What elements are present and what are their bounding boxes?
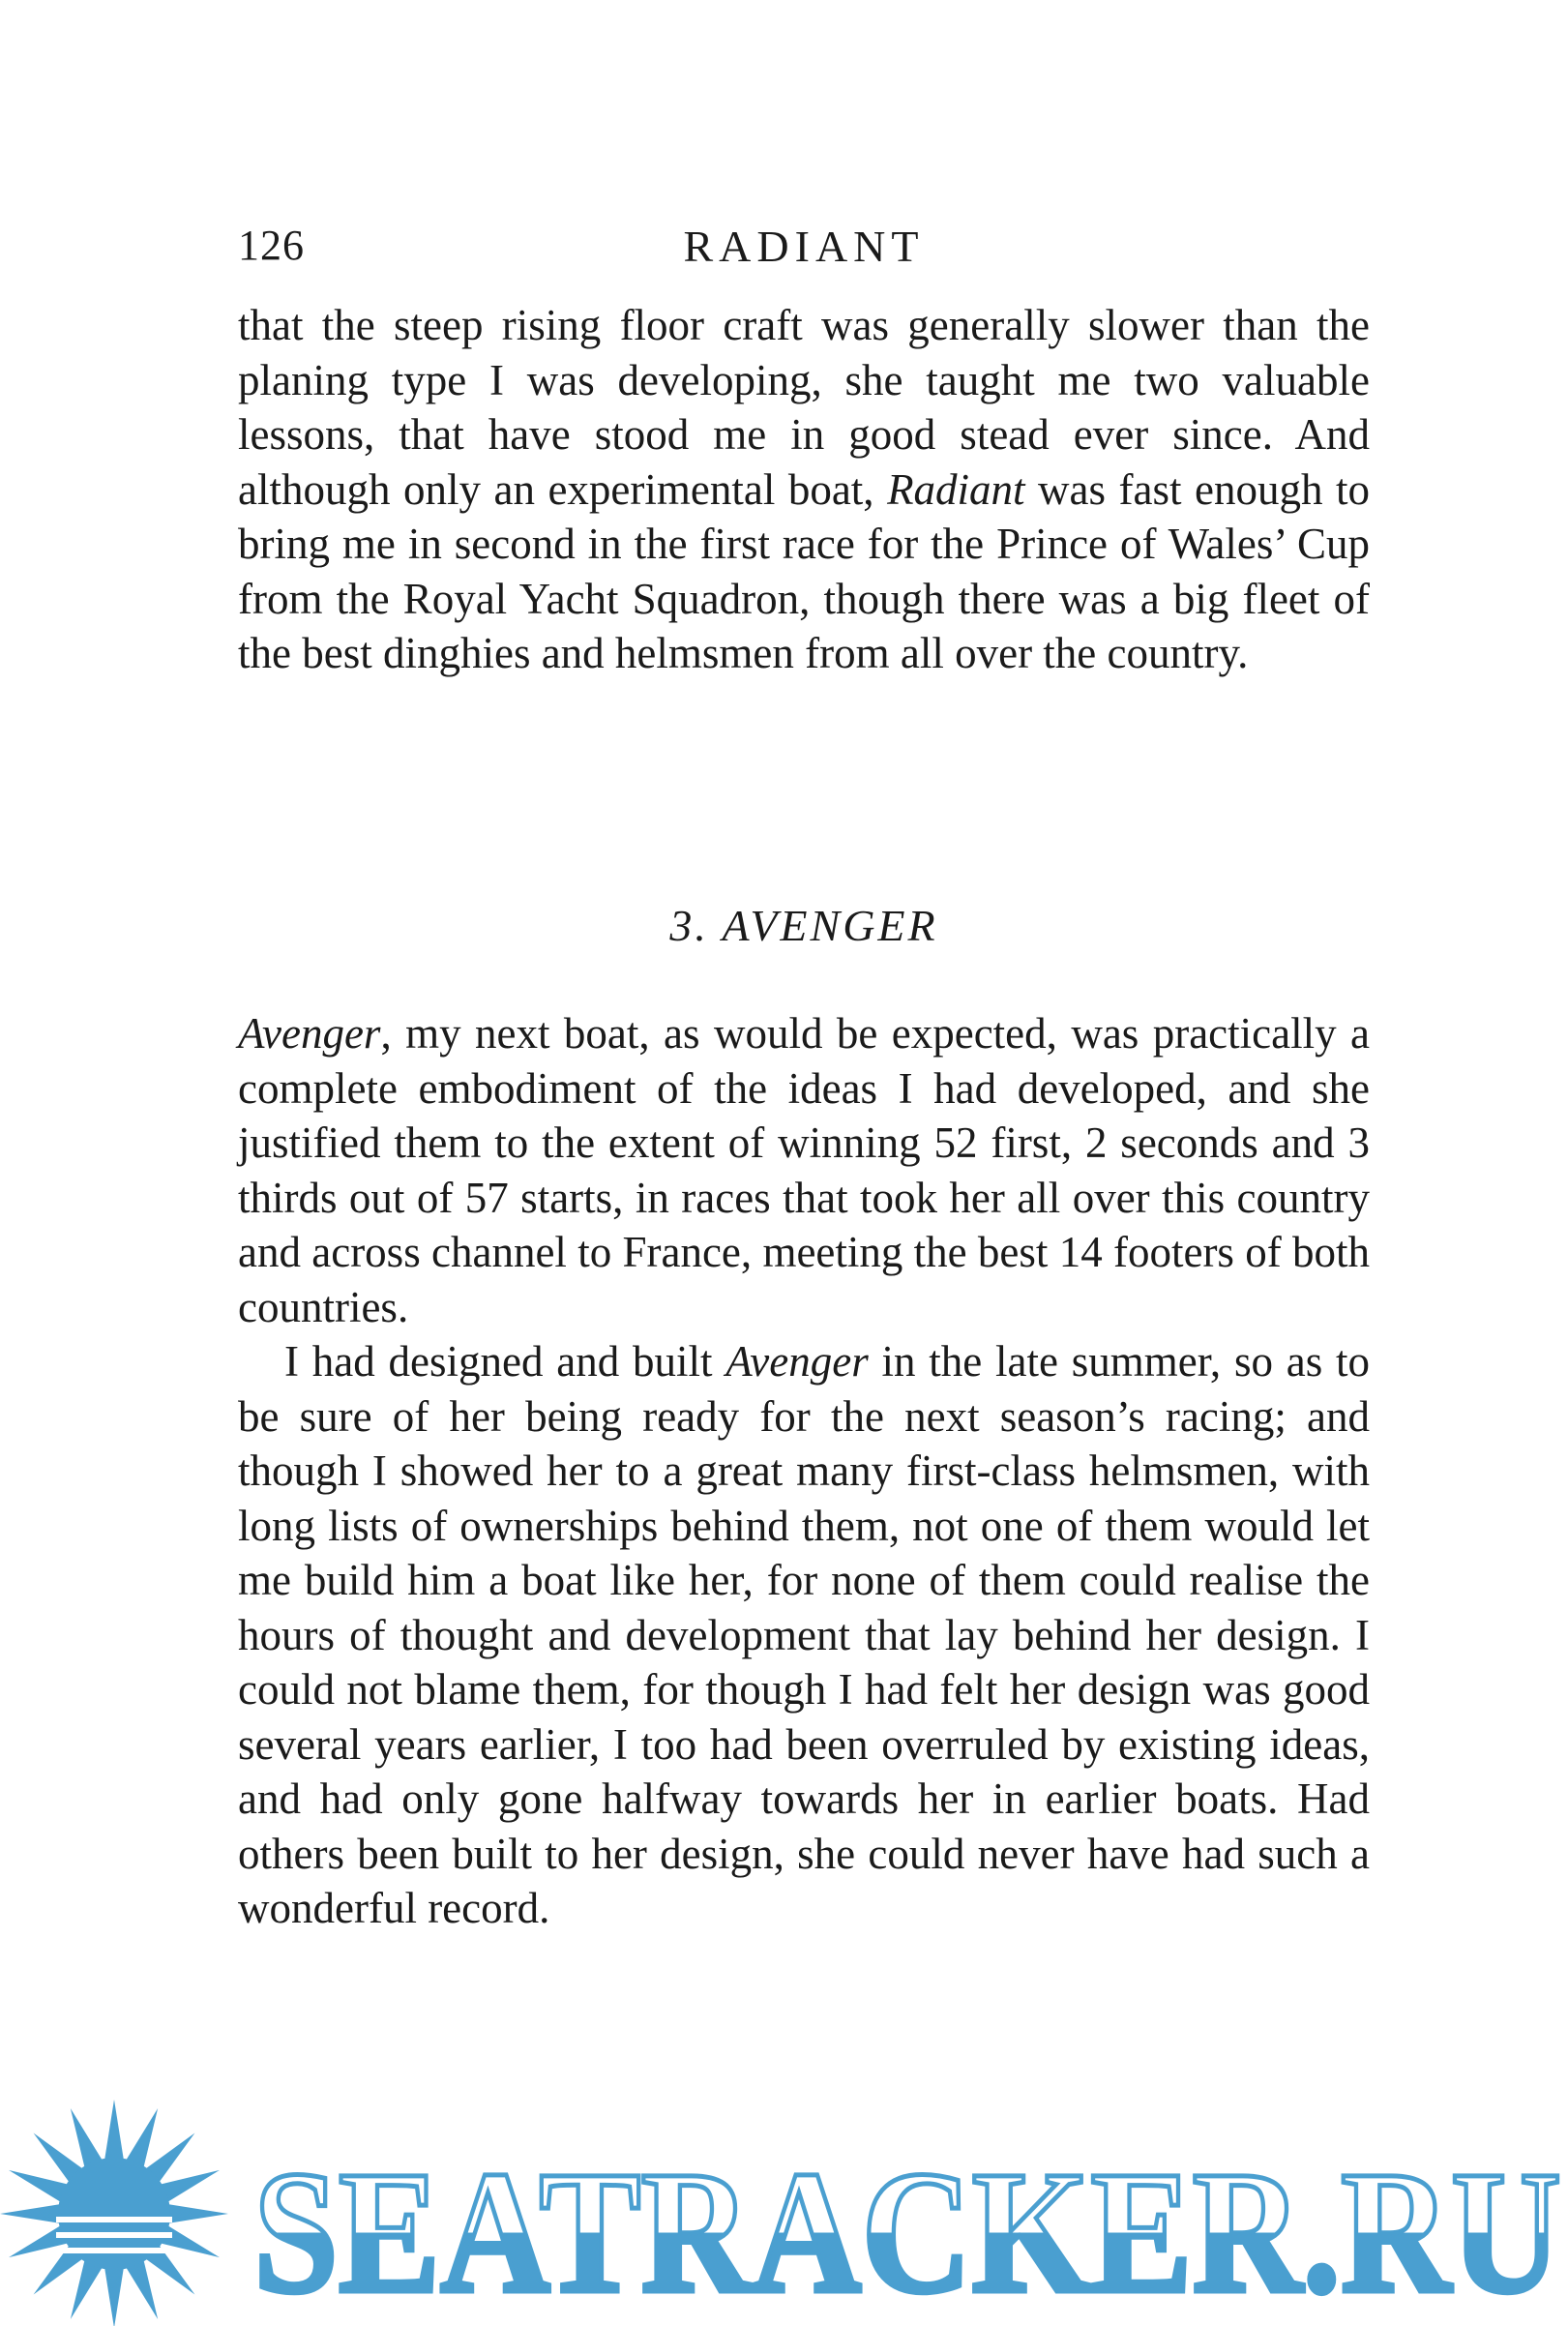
text-segment: was fast enough to bring me in second in the first race for the Prince of Wales’ Cup from the Royal Yacht Squadron, though there was a big fleet of the best dinghies and helmsmen from all over the country.	[238, 464, 1370, 677]
text-segment: in the late summer, so as to be sure of her being ready for the next season’s racing; and though I showed her to a great many first-class helmsmen, with long lists of ownerships behind them, not one of them would let me build him a boat like her, for none of them could realise the hours of thought and development that lay behind her design. I could not blame them, for though I had felt her design was good several years earlier, I too had been overruled by existing ideas, and had only gone halfway towards her in earlier boats. Had others been built to her design, she could never have had such a wonderful record.	[238, 1337, 1370, 1932]
boat-name-radiant: Radiant	[887, 464, 1025, 514]
paragraph-1	[238, 1006, 1370, 1334]
watermark-graphic	[0, 2100, 1568, 2326]
boat-name-avenger: Avenger	[238, 1009, 381, 1058]
text-segment: , my next boat, as would be expected, was practically a complete embodiment of the ideas I had developed, and she justified them to the extent of winning 52 first, 2 seconds and 3 thirds out of 57 starts, in races that took her all over this country and across channel to France, meeting the best 14 footers of both countries.	[238, 1009, 1370, 1331]
sun-burst-icon	[0, 2100, 228, 2326]
boat-name-avenger: Avenger	[725, 1337, 869, 1386]
text-segment: that the steep rising floor craft was generally slower than the planing type I was developing, she taught me two valuable lessons, that have stood me in good stead ever since. And although only an experimental boat,	[238, 301, 1370, 514]
section-body	[238, 1006, 1370, 1936]
watermark	[0, 2100, 1568, 2326]
text-segment: I had designed and built	[284, 1337, 726, 1386]
section-heading: 3. AVENGER	[669, 901, 938, 950]
running-title: RADIANT	[683, 222, 925, 271]
continuation-text	[238, 298, 1370, 681]
watermark-text: SEATRACKER.RU	[253, 2135, 1561, 2326]
page-header	[238, 221, 1370, 288]
paragraph-2	[238, 1334, 1370, 1936]
page-number: 126	[238, 222, 305, 269]
continuation-paragraph	[238, 298, 1370, 681]
